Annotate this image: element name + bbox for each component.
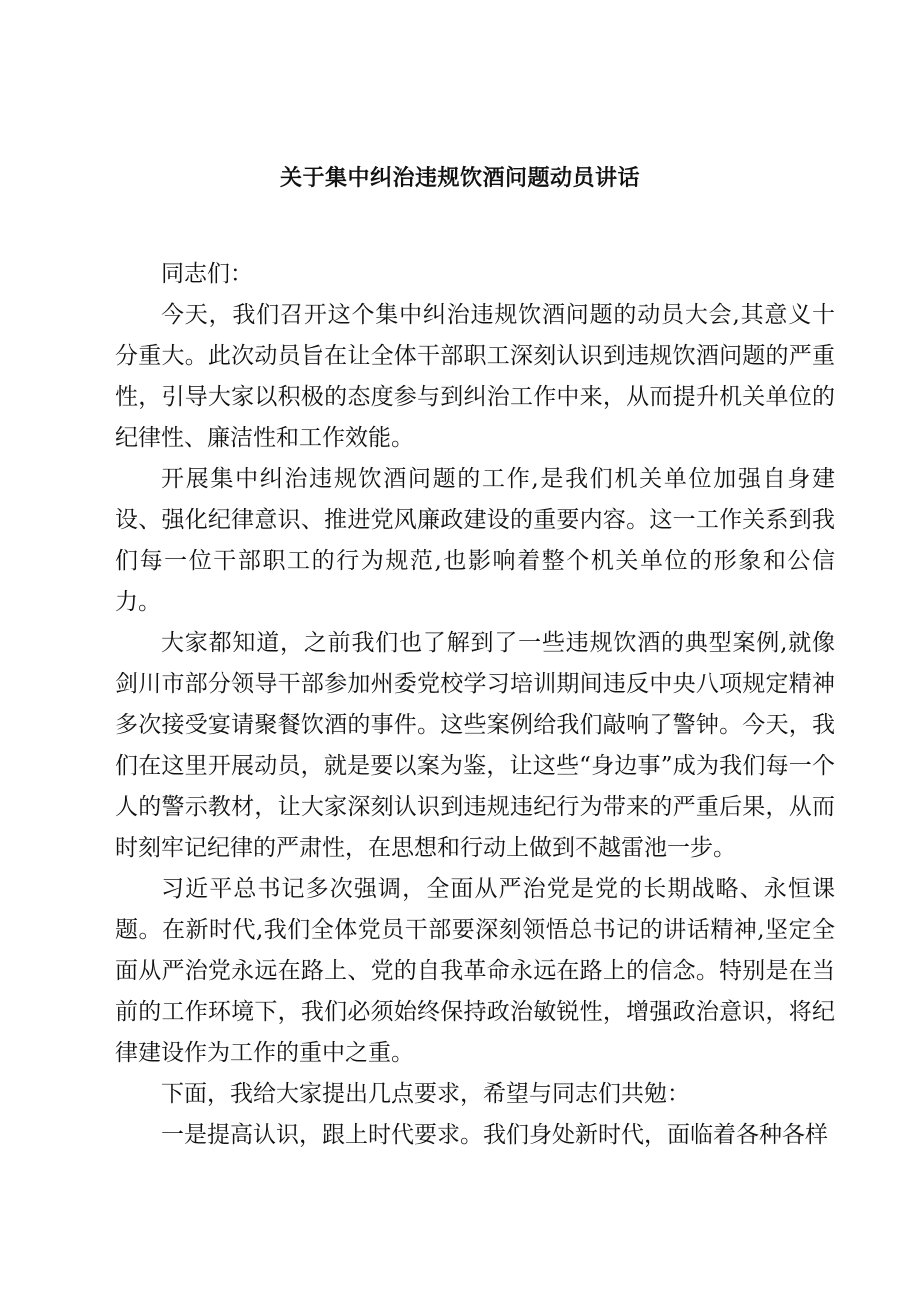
paragraph-requirement-one: 一是提高认识，跟上时代要求。我们身处新时代，面临着各种各样 [161,1122,828,1148]
paragraph-requirements-intro: 下面，我给大家提出几点要求，希望与同志们共勉： [161,1081,690,1107]
document-title: 关于集中纠治违规饮酒问题动员讲话 [279,165,640,191]
document-body [115,254,835,1156]
paragraph-opening: 今天，我们召开这个集中纠治违规饮酒问题的动员大会,其意义十分重大。此次动员旨在让全体干部职工深刻认识到违规饮酒问题的严重性，引导大家以积极的态度参与到纠治工作中来，从而提升机关单位的纪律性、廉洁性和工作效能。 [115,302,835,451]
paragraph-cases: 大家都知道，之前我们也了解到了一些违规饮酒的典型案例,就像剑川市部分领导干部参加州委党校学习培训期间违反中央八项规定精神多次接受宴请聚餐饮酒的事件。这些案例给我们敲响了警钟。今天，我们在这里开展动员，就是要以案为鉴，让这些“身边事”成为我们每一个人的警示教材，让大家深刻认识到违规违纪行为带来的严重后果，从而时刻牢记纪律的严肃性，在思想和行动上做到不越雷池一步。 [115,630,835,861]
paragraph-importance: 开展集中纠治违规饮酒问题的工作,是我们机关单位加强自身建设、强化纪律意识、推进党风廉政建设的重要内容。这一工作关系到我们每一位干部职工的行为规范,也影响着整个机关单位的形象和公信力。 [115,466,835,615]
paragraph-salutation: 同志们： [161,261,253,287]
paragraph-party-discipline: 习近平总书记多次强调，全面从严治党是党的长期战略、永恒课题。在新时代,我们全体党员干部要深刻领悟总书记的讲话精神,坚定全面从严治党永远在路上、党的自我革命永远在路上的信念。特别是在当前的工作环境下，我们必须始终保持政治敏锐性，增强政治意识，将纪律建设作为工作的重中之重。 [115,876,835,1066]
